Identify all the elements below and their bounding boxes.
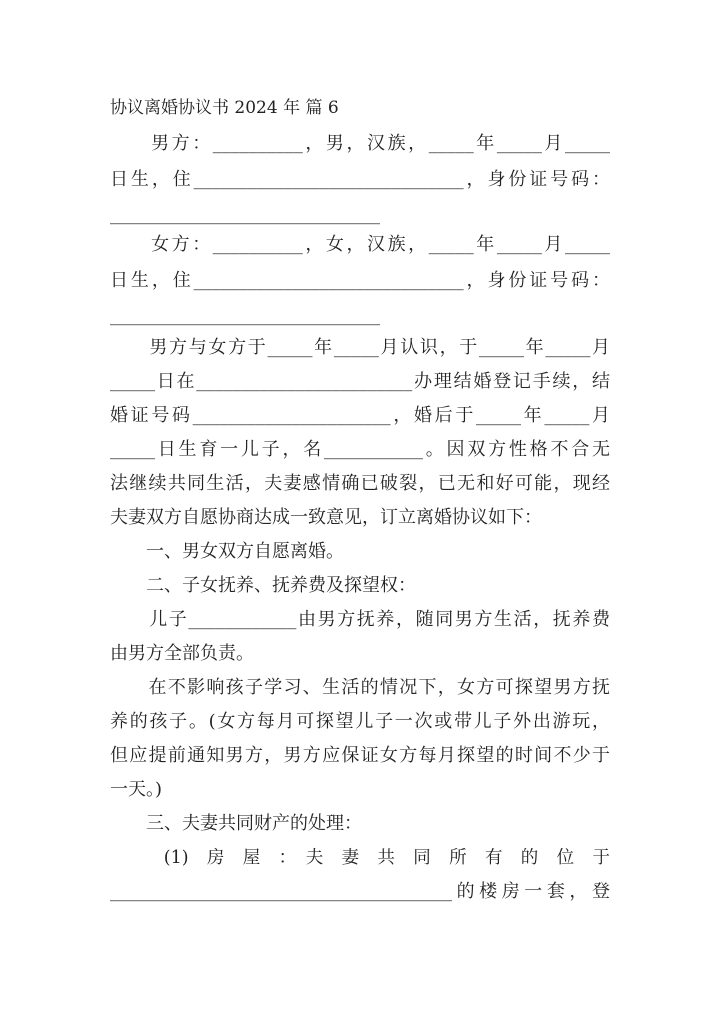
paragraph-line: 法继续共同生活，夫妻感情确已破裂，已无和好可能，现经 — [110, 473, 610, 494]
paragraph-line: 养的孩子。(女方每月可探望儿子一次或带儿子外出游玩， — [110, 711, 610, 732]
paragraph-line: ______________________________ — [110, 204, 380, 225]
paragraph-line: 一、男女双方自愿离婚。 — [110, 541, 344, 562]
paragraph-line: ______________________________ — [110, 305, 380, 326]
paragraph-line: 日生，住______________________________，身份证号码： — [110, 270, 610, 291]
paragraph-line: 男方：__________，男，汉族，_____年_____月_____ — [110, 133, 610, 154]
paragraph-line: ______________________________________的楼房一套，登 — [110, 881, 610, 902]
paragraph-line: 男方与女方于_____年_____月认识，于_____年_____月 — [110, 337, 610, 358]
paragraph-line: 二、子女抚养、抚养费及探望权： — [110, 575, 416, 596]
paragraph-line: 日生，住______________________________，身份证号码： — [110, 169, 610, 190]
paragraph-line: 夫妻双方自愿协商达成一致意见，订立离婚协议如下： — [110, 507, 542, 528]
paragraph-line: (1) 房 屋 ： 夫 妻 共 同 所 有 的 位 于 — [110, 848, 610, 868]
paragraph-line: 儿子____________由男方抚养，随同男方生活，抚养费 — [110, 609, 610, 630]
paragraph-line: 由男方全部负责。 — [110, 643, 254, 664]
paragraph-line: _____日生育一儿子，名___________。因双方性格不合无 — [110, 439, 610, 460]
paragraph-line: 婚证号码______________________，婚后于_____年_____月 — [110, 405, 610, 426]
paragraph-line: 女方：__________，女，汉族，_____年_____月_____ — [110, 234, 610, 255]
paragraph-line: 但应提前通知男方，男方应保证女方每月探望的时间不少于 — [110, 745, 610, 766]
paragraph-line: 在不影响孩子学习、生活的情况下，女方可探望男方抚 — [110, 677, 610, 698]
paragraph-line: 三、夫妻共同财产的处理： — [110, 813, 362, 834]
paragraph-line: 一天。) — [110, 779, 163, 800]
document-title: 协议离婚协议书 2024 年 篇 6 — [110, 98, 339, 118]
paragraph-line: _____日在________________________办理结婚登记手续，结 — [110, 371, 610, 392]
